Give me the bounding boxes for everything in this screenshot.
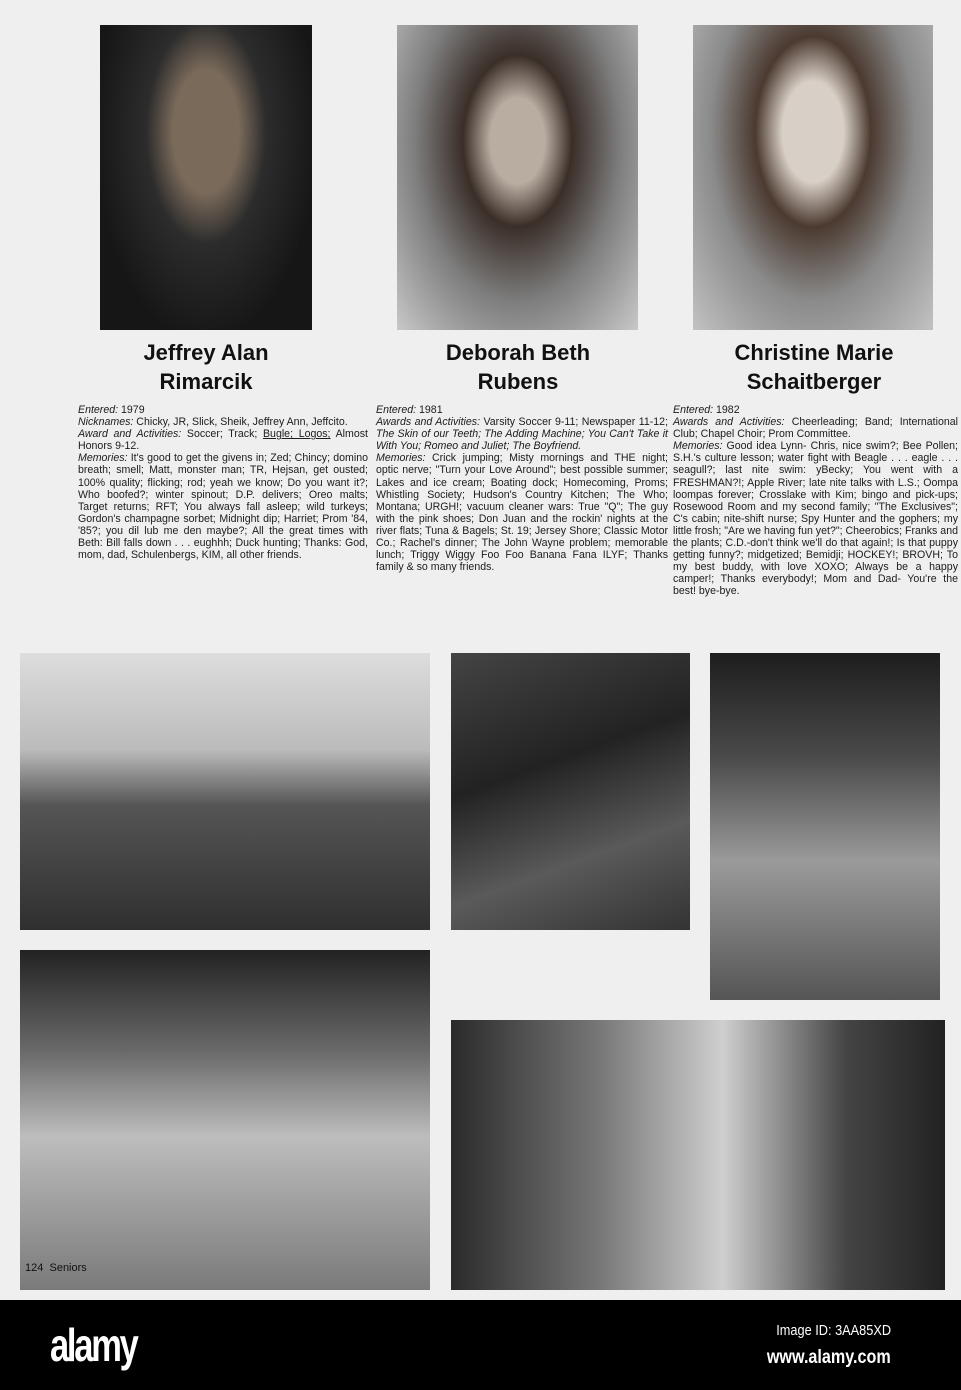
label: Awards and Activities: xyxy=(673,416,785,429)
site-url: www.alamy.com xyxy=(767,1347,891,1368)
label: Memories: xyxy=(673,440,723,453)
memories: Crick jumping; Misty mornings and THE night; optic nerve; "Turn your Love Around"; best possible summer; Lakes and ice cream; Boating dock; Homecoming, Proms; Whistling Society; Hudson's Country Kitchen; The Who; Montana; URGH!; vacuum cleaner wars: True "Q"; The guy with the pink shoes; Don Juan and the rockin' nights at the river flats; Tuna & Bagels; St. 19; Jersey Shore; Classic Motor Co.; Rachel's dinner; The John Wayne problem; memorable lunch; Triggy Wiggy Foo Foo Banana Fana ILYF; Thanks family & so many friends. xyxy=(376,452,668,574)
awards-underlined: Bugle; Logos; xyxy=(262,428,331,441)
entered-year: 1979 xyxy=(121,404,145,416)
watermark-footer xyxy=(0,1300,961,1390)
candid-photo-girl-reading xyxy=(451,653,690,930)
alamy-logo: alamy xyxy=(50,1319,137,1371)
candid-photo-outdoor xyxy=(20,653,430,930)
candid-photo-two-girls xyxy=(451,1020,945,1290)
name-line: Deborah Beth xyxy=(445,340,591,365)
image-id: Image ID: 3AA85XD xyxy=(776,1322,891,1339)
page-number: 124 xyxy=(25,1262,44,1274)
label: Award and Activities: xyxy=(78,428,182,441)
portrait-deborah-rubens xyxy=(397,25,638,330)
awards: Soccer; Track; xyxy=(186,428,258,441)
label: Nicknames: xyxy=(78,416,134,429)
memories: It's good to get the givens in; Zed; Chincy; domino breath; smell; Matt, monster man; TR, Hejsan, get ousted; 100% quality; flicking; rod; yeah we know; Do you want it?; Who boofed?; winter spinout; D.P. delivers; Oreo malts; Target returns; RFT; You always fall asleep; wild turkeys; Gordon's champagne sorbet; Midnight dip; Harriet; Prom '84, '85?; you dil lub me den maybe?; All the great times with Beth: Bill falls down . . . eughhh; Duck hunting; Thanks: God, mom, dad, Schulenbergs, KIM, all other friends. xyxy=(78,452,368,562)
label: Awards and Activities: xyxy=(376,416,481,429)
senior-bio-2 xyxy=(376,404,668,573)
awards: Almost Honors 9-12. xyxy=(78,428,368,453)
entered-year: 1981 xyxy=(419,404,443,416)
awards-plays: The Skin of our Teeth; The Adding Machine; You Can't Take it With You; Romeo and Juliet; The Boyfriend. xyxy=(376,428,668,453)
candid-photo-lockers xyxy=(710,653,940,1000)
name-line: Jeffrey Alan xyxy=(143,340,269,365)
label: Entered: xyxy=(376,404,417,416)
label: Entered: xyxy=(673,404,714,416)
entered-year: 1982 xyxy=(716,404,740,416)
label: Memories: xyxy=(78,452,128,465)
portrait-christine-schaitberger xyxy=(693,25,933,330)
senior-name-2 xyxy=(387,338,649,396)
senior-name-3 xyxy=(683,338,945,396)
senior-bio-1 xyxy=(78,404,368,561)
name-line: Christine Marie xyxy=(734,340,894,365)
name-line: Rimarcik xyxy=(159,369,253,394)
section-name: Seniors xyxy=(49,1262,87,1274)
candid-photo-telephone xyxy=(20,950,430,1290)
awards: Varsity Soccer 9-11; Newspaper 11-12; xyxy=(483,416,669,429)
label: Entered: xyxy=(78,404,119,416)
label: Memories: xyxy=(376,452,426,465)
senior-bio-3 xyxy=(673,404,958,598)
name-line: Rubens xyxy=(477,369,559,394)
memories: Good idea Lynn- Chris, nice swim?; Bee Pollen; S.H.'s culture lesson; water fight with Beagle . . . eagle . . . seagull?; last nite swim: yBecky; You went with a FRESHMAN?!; Apple River; late nite talks with L.S.; Oompa loompas forever; Crosslake with Kim; bingo and pick-ups; Rosewood Room and my second family; "The Exclusives"; C's cabin; nite-shift nurse; Spy Hunter and the gophers; my little frosh; "Are we having fun yet?"; Cheerobics; Franks and the plants; C.D.-don't think we'll do that again!; Is that puppy getting funny?; midgetized; Bemidji; HOCKEY!; BROVH; To my best buddy, with love XOXO; Always be a happy camper!; Thanks everybody!; Mom and Dad- You're the best! bye-bye. xyxy=(673,440,958,598)
page-folio xyxy=(25,1262,87,1274)
awards: Cheerleading; Band; International Club; Chapel Choir; Prom Committee. xyxy=(673,416,959,441)
portrait-jeffrey-rimarcik xyxy=(100,25,312,330)
nicknames: Chicky, JR, Slick, Sheik, Jeffrey Ann, Jeffcito. xyxy=(136,416,348,429)
senior-name-1 xyxy=(90,338,322,396)
name-line: Schaitberger xyxy=(746,369,882,394)
